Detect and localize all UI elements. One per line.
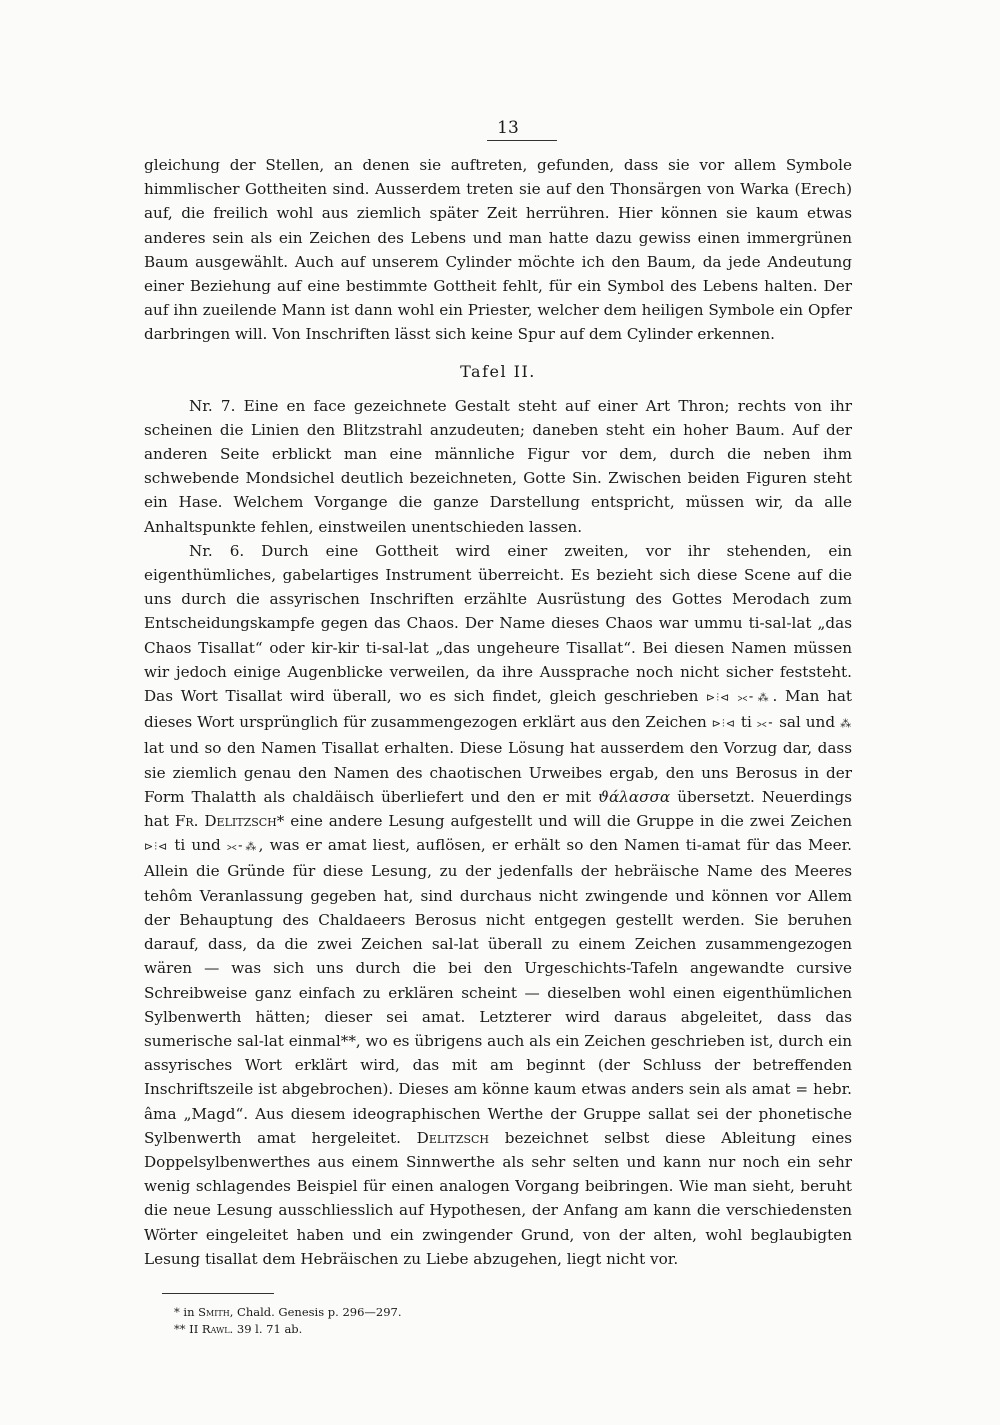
cuneiform-sign: ⁂	[840, 717, 853, 731]
nr6-text-j: bezeichnet selbst diese Ableitung eines Doppelsylbenwerthes aus einem Sinnwerthe als sehr selten und kann nur noch ein sehr wenig schlagendes Beispiel für einen analogen Vorgang beibringen. Wie man sieht, beruht die neue Lesung ausschliesslich auf Hypothesen, der Anfang am kann die verschiedensten Wörter eingeleitet haben und ein zwingender Grund, von der alten, wohl beglaubigten Lesung tisallat dem Hebräischen zu Liebe abzugehen, liegt nicht vor.	[144, 1128, 853, 1268]
footnote-text: , Chald. Genesis p. 296—297.	[229, 1304, 402, 1319]
footnote-2	[174, 1321, 852, 1338]
footnote-marker: * in	[174, 1304, 195, 1319]
footnote-author: Smith	[198, 1304, 230, 1319]
nr6-text-e: lat und so den Namen Tisallat erhalten. Diese Lösung hat ausserdem den Vorzug dar, dass sie ziemlich genau den Namen des chaotischen Urweibes ergab, den uns Berosus in der Form Thalatth als chaldäisch überliefert und den er mit	[144, 739, 852, 806]
nr6-text-g: * eine andere Lesung aufgestellt und will die Gruppe in die zwei Zeichen	[276, 812, 852, 831]
cuneiform-sign: ⪥⁃	[756, 717, 775, 731]
greek-word: ϑάλασσα	[598, 787, 671, 806]
paragraph-nr6	[144, 539, 852, 1271]
nr6-text-a: Nr. 6. Durch eine Gottheit wird einer zweiten, vor ihr stehenden, ein eigenthümliches, gabelartiges Instrument überreicht. Es bezieht sich diese Scene auf die uns durch die assyrischen Inschriften erzählte Ausrüstung des Gottes Merodach zum Entscheidungskampfe gegen das Chaos. Der Name dieses Chaos war ummu ti-sal-lat „das Chaos Tisallat“ oder kir-kir ti-sal-lat „das ungeheure Tisallat“. Bei diesen Namen müssen wir jedoch einige Augenblicke verweilen, da ihre Aussprache noch nicht sicher feststeht. Das Wort Tisallat wird überall, wo es sich findet, gleich geschrieben	[144, 541, 852, 706]
nr6-text-i: , was er amat liest, auflösen, er erhält so den Namen ti-amat für das Meer. Allein die Gründe für diese Lesung, zu der jedenfalls der hebräische Name des Meeres tehôm Veranlassung gegeben hat, sind durchaus nicht zwingende und können vor Allem der Behauptung des Chaldaeers Berosus nicht entgegen gestellt werden. Sie beruhen darauf, dass, da die zwei Zeichen sal-lat überall zu einem Zeichen zusammengezogen wären — was sich uns durch die bei den Urgeschichts-Tafeln angewandte cursive Schreibweise ganz einfach zu erklären scheint — dieselben wohl einen eigenthümlichen Sylbenwerth hätten; dieser sei amat. Letzterer wird daraus abgeleitet, dass das sumerische sal-lat einmal**, wo es übrigens auch als ein Zeichen geschrieben ist, durch ein assyrisches Wort erklärt wird, das mit am beginnt (der Schluss der betreffenden Inschriftszeile ist abgebrochen). Dieses am könne kaum etwas anders sein als amat = hebr. âma „Magd“. Aus diesem ideographischen Werthe der Gruppe sallat sei der phonetische Sylbenwerth amat hergeleitet.	[144, 836, 853, 1147]
section-heading: Tafel II.	[460, 361, 536, 381]
intro-paragraph: gleichung der Stellen, an denen sie auftreten, gefunden, dass sie vor allem Symbole himmlischer Gottheiten sind. Ausserdem treten sie auf den Thonsärgen von Warka (Erech) auf, die freilich wohl aus ziemlich später Zeit herrühren. Hier können sie kaum etwas anderes sein als ein Zeichen des Lebens und man hatte dazu gewiss einen immergrünen Baum ausgewählt. Auch auf unserem Cylinder möchte ich den Baum, da jede Andeutung einer Beziehung auf eine bestimmte Gottheit fehlt, für ein Symbol des Lebens halten. Der auf ihn zueilende Mann ist dann wohl ein Priester, welcher dem heiligen Symbole ein Opfer darbringen will. Von Inschriften lässt sich keine Spur auf dem Cylinder erkennen.	[144, 156, 852, 344]
cuneiform-sign: ⊳⫶⊲ ⪥⁃⁂	[706, 691, 773, 705]
cuneiform-sign: ⊳⫶⊲	[711, 717, 736, 731]
nr6-text-f: übersetzt. Neuerdings hat	[144, 787, 853, 831]
nr6-text-d: sal und	[779, 713, 836, 732]
author-name: Fr. Delitzsch	[174, 812, 277, 831]
nr6-text-b: . Man hat dieses Wort ursprünglich für zusammengezogen erklärt aus den Zeichen	[144, 687, 853, 732]
nr6-text-h: ti und	[174, 836, 221, 855]
cuneiform-sign: ⪥⁃⁂	[226, 840, 259, 854]
footnote-marker: ** II	[174, 1321, 199, 1336]
paragraph-nr7: Nr. 7. Eine en face gezeichnete Gestalt steht auf einer Art Thron; rechts von ihr scheinen die Linien den Blitzstrahl anzudeuten; daneben steht ein hoher Baum. Auf der anderen Seite erblickt man eine männliche Figur vor dem, durch die neben ihm schwebende Mondsichel deutlich bezeichneten, Gotte Sin. Zwischen beiden Figuren steht ein Hase. Welchem Vorgange die ganze Darstellung entspricht, müssen wir, da alle Anhaltspunkte fehlen, einstweilen unentschieden lassen.	[144, 396, 852, 536]
author-name: Delitzsch	[416, 1128, 490, 1147]
footnote-text: 39 l. 71 ab.	[233, 1321, 303, 1336]
footnote-author: Rawl.	[201, 1321, 234, 1336]
footnote-1	[174, 1304, 852, 1321]
footnote-rule	[162, 1293, 274, 1294]
page	[144, 118, 852, 1338]
cuneiform-sign: ⊳⫶⊲	[144, 840, 169, 854]
page-number-rule	[487, 140, 557, 141]
page-number: 13	[497, 118, 519, 138]
nr6-text-c: ti	[740, 713, 752, 732]
